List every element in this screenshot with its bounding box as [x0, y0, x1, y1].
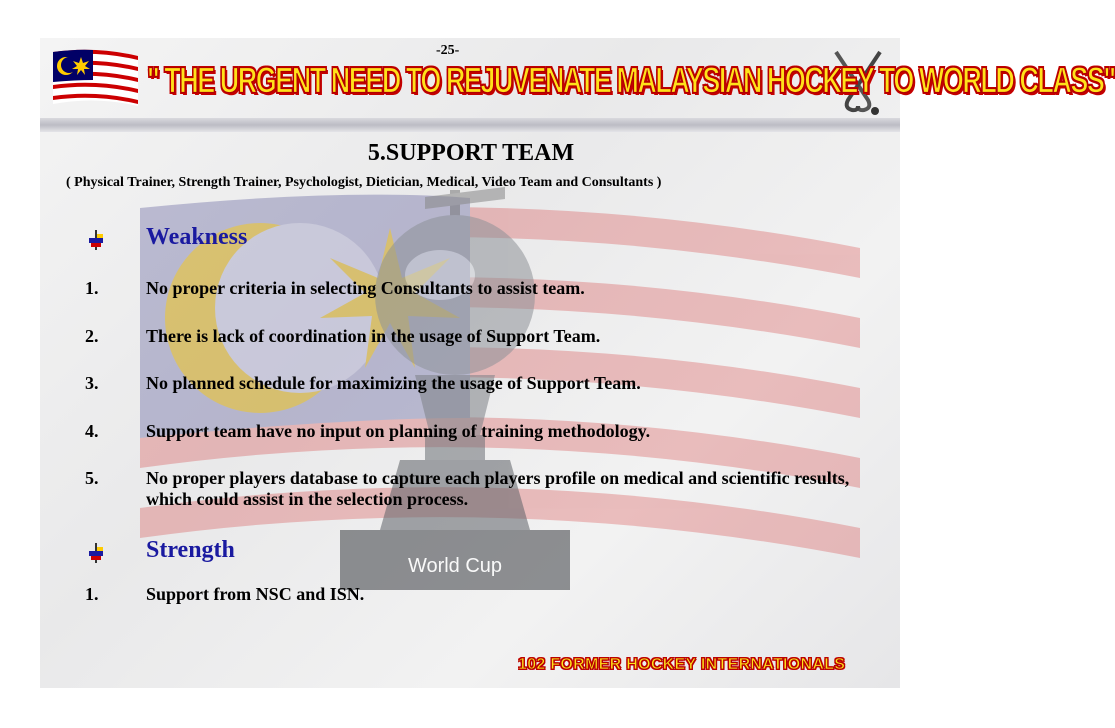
item-number: 1. — [85, 278, 99, 298]
header-rule — [40, 118, 900, 132]
item-number: 2. — [85, 326, 99, 346]
footer-label: 102 FORMER HOCKEY INTERNATIONALS — [518, 656, 846, 673]
malaysian-flag-icon — [48, 48, 143, 110]
item-text: There is lack of coordination in the usage of Support Team. — [146, 326, 601, 346]
item-text: Support team have no input on planning of training methodology. — [146, 421, 651, 441]
section-subtitle: ( Physical Trainer, Strength Trainer, Psychologist, Dietician, Medical, Video Team and Consultants ) — [66, 175, 662, 190]
flag-bullet-icon — [89, 543, 103, 563]
item-text: No proper criteria in selecting Consultants to assist team. — [146, 278, 585, 298]
item-number: 5. — [85, 468, 99, 488]
world-cup-trophy-image — [330, 185, 590, 605]
item-number: 4. — [85, 421, 99, 441]
item-text: No proper players database to capture each players profile on medical and scientific results, which could assist in the selection process. — [146, 468, 850, 509]
item-text: Support from NSC and ISN. — [146, 584, 365, 604]
banner-title: " THE URGENT NEED TO REJUVENATE MALAYSIAN HOCKEY TO WORLD CLASS" — [147, 60, 1115, 101]
item-text: No planned schedule for maximizing the usage of Support Team. — [146, 373, 641, 393]
flag-bullet-icon — [89, 230, 103, 250]
item-number: 1. — [85, 584, 99, 604]
page-number: -25- — [436, 43, 460, 58]
section-title: 5.SUPPORT TEAM — [367, 140, 575, 166]
trophy-label: World Cup — [407, 555, 503, 577]
item-number: 3. — [85, 373, 99, 393]
weakness-heading-label: Weakness — [146, 224, 248, 250]
strength-heading-label: Strength — [146, 537, 235, 563]
